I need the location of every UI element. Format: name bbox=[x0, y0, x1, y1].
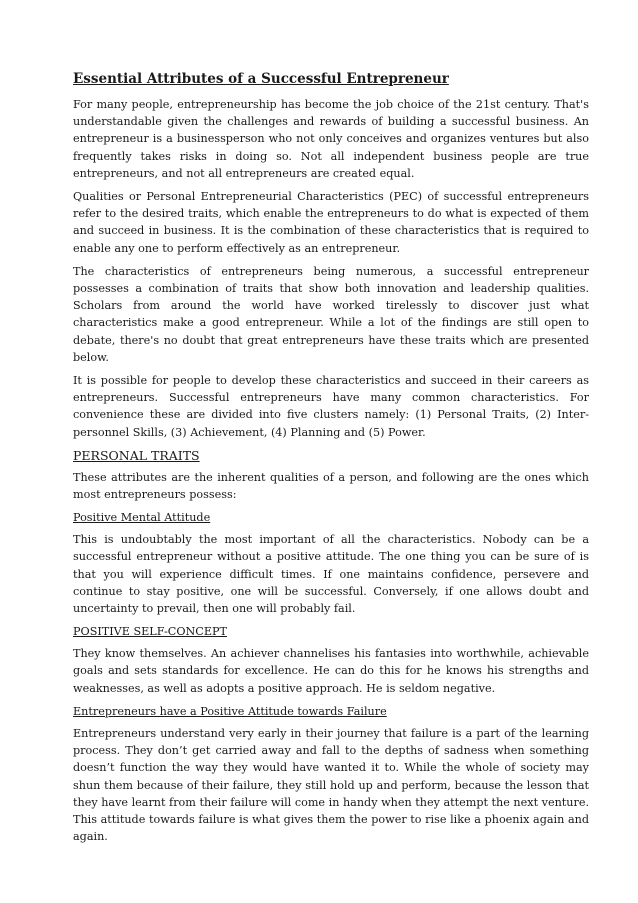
document-title: Essential Attributes of a Successful Entrepreneur bbox=[73, 71, 449, 87]
positive-mental-attitude-heading: Positive Mental Attitude bbox=[73, 511, 211, 525]
document-page bbox=[73, 70, 589, 851]
intro-paragraph-2: Qualities or Personal Entrepreneurial Characteristics (PEC) of successful entrepreneurs refer to the desired traits, which enable the entrepreneurs to do what is expected of them and succeed in business. It is the combination of these characteristics that is required to enable any one to perform effectively as an entrepreneur. bbox=[73, 190, 589, 255]
personal-traits-intro: These attributes are the inherent qualities of a person, and following are the ones which most entrepreneurs possess: bbox=[73, 470, 589, 502]
attitude-towards-failure-heading: Entrepreneurs have a Positive Attitude towards Failure bbox=[73, 704, 387, 718]
attitude-towards-failure-text: Entrepreneurs understand very early in their journey that failure is a part of the learning process. They don’t get carried away and fall to the depths of sadness when something doesn’t function the way they would have wanted it to. While the whole of society may shun them because of their failure, they still hold up and perform, because the lesson that they have learnt from their failure will come in handy when they attempt the next venture. This attitude towards failure is what gives them the power to rise like a phoenix again and again. bbox=[73, 726, 589, 844]
positive-mental-attitude-text: This is undoubtably the most important of all the characteristics. Nobody can be a successful entrepreneur without a positive attitude. The one thing you can be sure of is that you will experience difficult times. If one maintains confidence, persevere and continue to stay positive, one will be successful. Conversely, if one allows doubt and uncertainty to prevail, then one will probably fail. bbox=[73, 533, 589, 616]
positive-self-concept-heading: POSITIVE SELF-CONCEPT bbox=[73, 625, 228, 639]
positive-self-concept-text: They know themselves. An achiever channelises his fantasies into worthwhile, achievable goals and sets standards for excellence. He can do this for he knows his strengths and weaknesses, as well as adopts a positive approach. He is seldom negative. bbox=[73, 647, 589, 695]
intro-paragraph-3: The characteristics of entrepreneurs being numerous, a successful entrepreneur possesses a combination of traits that show both innovation and leadership qualities. Scholars from around the world have worked tirelessly to discover just what characteristics make a good entrepreneur. While a lot of the findings are still open to debate, there's no doubt that great entrepreneurs have these traits which are presented below. bbox=[73, 264, 589, 364]
personal-traits-heading: PERSONAL TRAITS bbox=[73, 447, 200, 463]
intro-paragraph-1: For many people, entrepreneurship has become the job choice of the 21st century. That's understandable given the challenges and rewards of building a successful business. An entrepreneur is a businessperson who not only conceives and organizes ventures but also frequently takes risks in doing so. Not all independent business people are true entrepreneurs, and not all entrepreneurs are created equal. bbox=[73, 98, 589, 180]
intro-paragraph-4: It is possible for people to develop these characteristics and succeed in their careers as entrepreneurs. Successful entrepreneurs have many common characteristics. For convenience these are divided into five clusters namely: (1) Personal Traits, (2) Inter-personnel Skills, (3) Achievement, (4) Planning and (5) Power. bbox=[73, 374, 589, 439]
